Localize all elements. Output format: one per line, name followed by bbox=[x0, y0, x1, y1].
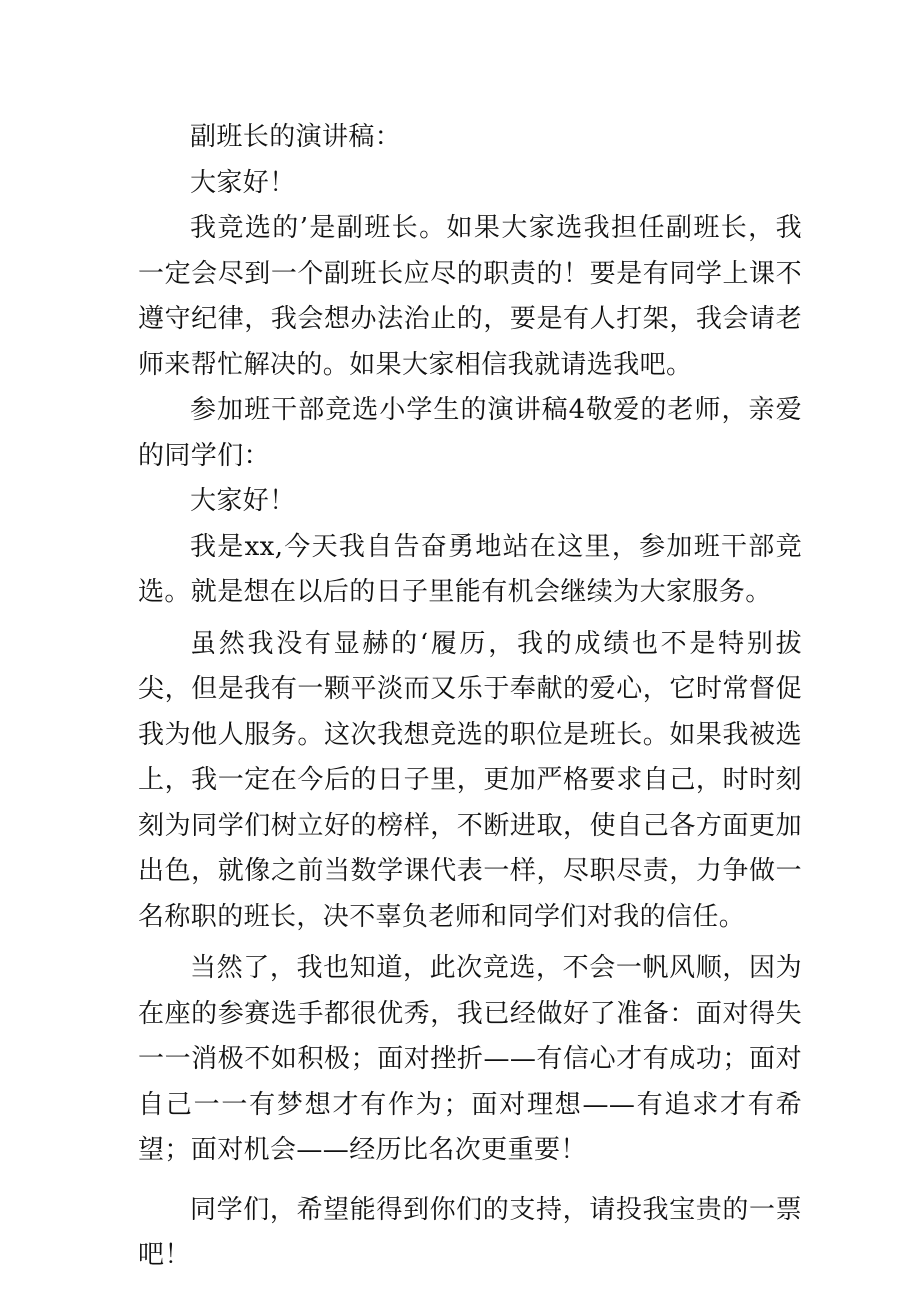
paragraph: 虽然我没有显赫的‘履历，我的成绩也不是特别拔尖，但是我有一颗平淡而又乐于奉献的爱心，它时常督促我为他人服务。这次我想竞选的职位是班长。如果我被选上，我一定在今后的日子里，更加严格要求自己，时时刻刻为同学们树立好的榜样，不断进取，使自己各方面更加出色，就像之前当数学课代表一样，尽职尽责，力争做一名称职的班长，决不辜负老师和同学们对我的信任。 bbox=[138, 628, 802, 932]
paragraph: 我是xx,今天我自告奋勇地站在这里，参加班干部竞选。就是想在以后的日子里能有机会继续为大家服务。 bbox=[138, 531, 802, 607]
speech-title: 副班长的演讲稿： bbox=[190, 122, 402, 152]
closing-paragraph: 同学们，希望能得到你们的支持，请投我宝贵的一票吧！ bbox=[138, 1194, 802, 1270]
section-heading: 参加班干部竞选小学生的演讲稿4敬爱的老师，亲爱的同学们： bbox=[138, 395, 802, 471]
greeting: 大家好！ bbox=[190, 486, 296, 516]
paragraph: 当然了，我也知道，此次竞选，不会一帆风顺，因为在座的参赛选手都很优秀，我已经做好了准备：面对得失一一消极不如积极；面对挫折——有信心才有成功；面对自己一一有梦想才有作为；面对理想——有追求才有希望；面对机会——经历比名次更重要！ bbox=[138, 953, 802, 1165]
greeting: 大家好！ bbox=[190, 167, 296, 198]
document-body bbox=[138, 115, 802, 1279]
paragraph: 我竞选的’是副班长。如果大家选我担任副班长，我一定会尽到一个副班长应尽的职责的！要是有同学上课不遵守纪律，我会想办法治止的，要是有人打架，我会请老师来帮忙解决的。如果大家相信我就请选我吧。 bbox=[138, 213, 802, 380]
